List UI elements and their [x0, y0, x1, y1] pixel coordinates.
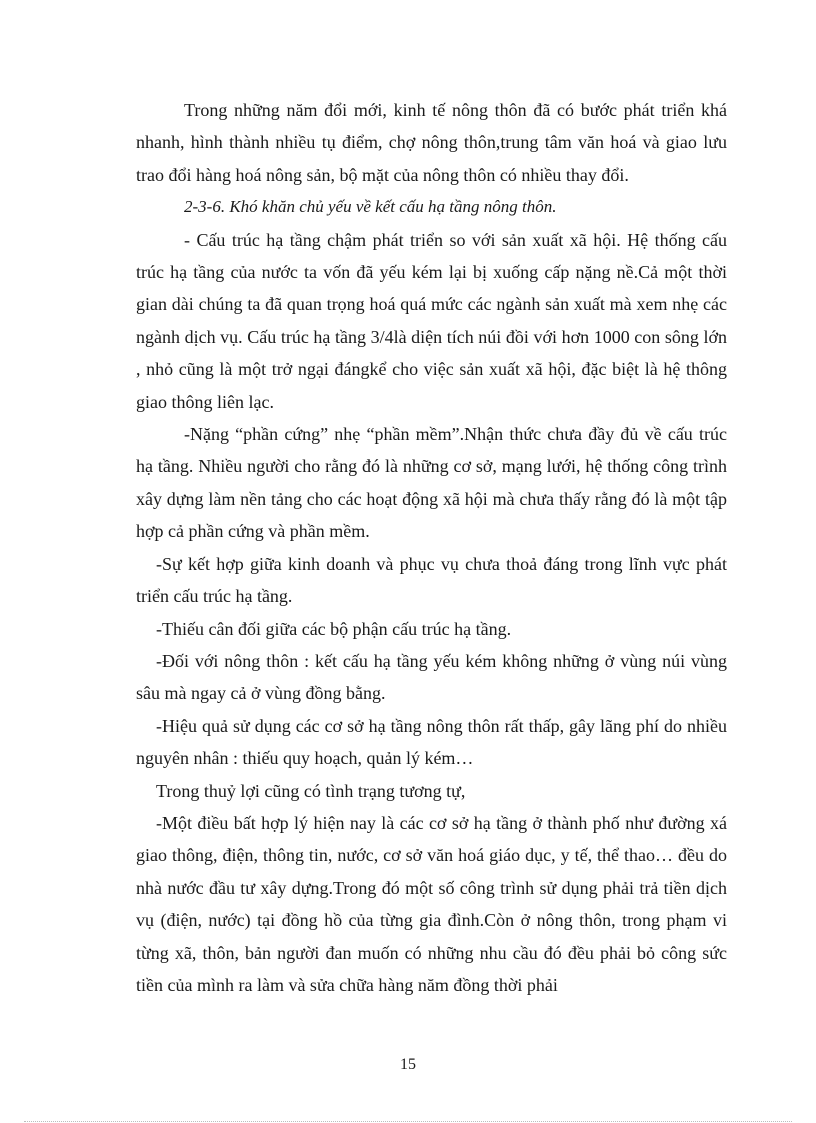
section-heading: 2-3-6. Khó khăn chủ yếu về kết cấu hạ tầng nông thôn.	[184, 197, 557, 217]
paragraph-infrastructure-slow: - Cấu trúc hạ tầng chậm phát triển so với sản xuất xã hội. Hệ thống cấu trúc hạ tầng của nước ta vốn đã yếu kém lại bị xuống cấp nặng nề.Cả một thời gian dài chúng ta đã quan trọng hoá quá mức các ngành sản xuất mà xem nhẹ các ngành dịch vụ. Cấu trúc hạ tầng 3/4là diện tích núi đồi với hơn 1000 con sông lớn , nhỏ cũng là một trở ngại đángkể cho việc sản xuất xã hội, đặc biệt là hệ thông giao thông liên lạc.	[136, 229, 727, 412]
paragraph-rural: -Đối với nông thôn : kết cấu hạ tầng yếu kém không những ở vùng núi vùng sâu mà ngay cả ở vùng đồng bằng.	[136, 650, 727, 704]
paragraph-efficiency: -Hiệu quả sử dụng các cơ sở hạ tầng nông thôn rất thấp, gây lãng phí do nhiều nguyên nhân : thiếu quy hoạch, quản lý kém…	[136, 715, 727, 769]
paragraph-irrigation: Trong thuỷ lợi cũng có tình trạng tương tự,	[156, 780, 466, 801]
paragraph-imbalance: -Thiếu cân đối giữa các bộ phận cấu trúc hạ tầng.	[156, 618, 512, 639]
page-number: 15	[400, 1056, 416, 1073]
page-bottom-divider	[24, 1121, 792, 1122]
body-text	[136, 94, 727, 1001]
paragraph-intro: Trong những năm đổi mới, kinh tế nông thôn đã có bước phát triển khá nhanh, hình thành nhiều tụ điểm, chợ nông thôn,trung tâm văn hoá và giao lưu trao đổi hàng hoá nông sản, bộ mặt của nông thôn có nhiều thay đổi.	[136, 100, 727, 185]
paragraph-irrational: -Một điều bất hợp lý hiện nay là các cơ sở hạ tầng ở thành phố như đường xá giao thông, điện, thông tin, nước, cơ sở văn hoá giáo dục, y tế, thể thao… đều do nhà nước đầu tư xây dựng.Trong đó một số công trình sử dụng phải trả tiền dịch vụ (điện, nước) tại đồng hồ của từng gia đình.Còn ở nông thôn, trong phạm vi từng xã, thôn, bản người đan muốn có những nhu cầu đó đều phải bỏ công sức tiền của mình ra làm và sửa chữa hàng năm đồng thời phải	[136, 812, 727, 995]
paragraph-hardware-software: -Nặng “phần cứng” nhẹ “phần mềm”.Nhận thức chưa đầy đủ về cấu trúc hạ tầng. Nhiều người cho rằng đó là những cơ sở, mạng lưới, hệ thống công trình xây dựng làm nền tảng cho các hoạt động xã hội mà chưa thấy rằng đó là một tập hợp cả phần cứng và phần mềm.	[136, 424, 727, 542]
paragraph-business-service: -Sự kết hợp giữa kinh doanh và phục vụ chưa thoả đáng trong lĩnh vực phát triển cấu trúc hạ tầng.	[136, 553, 727, 607]
